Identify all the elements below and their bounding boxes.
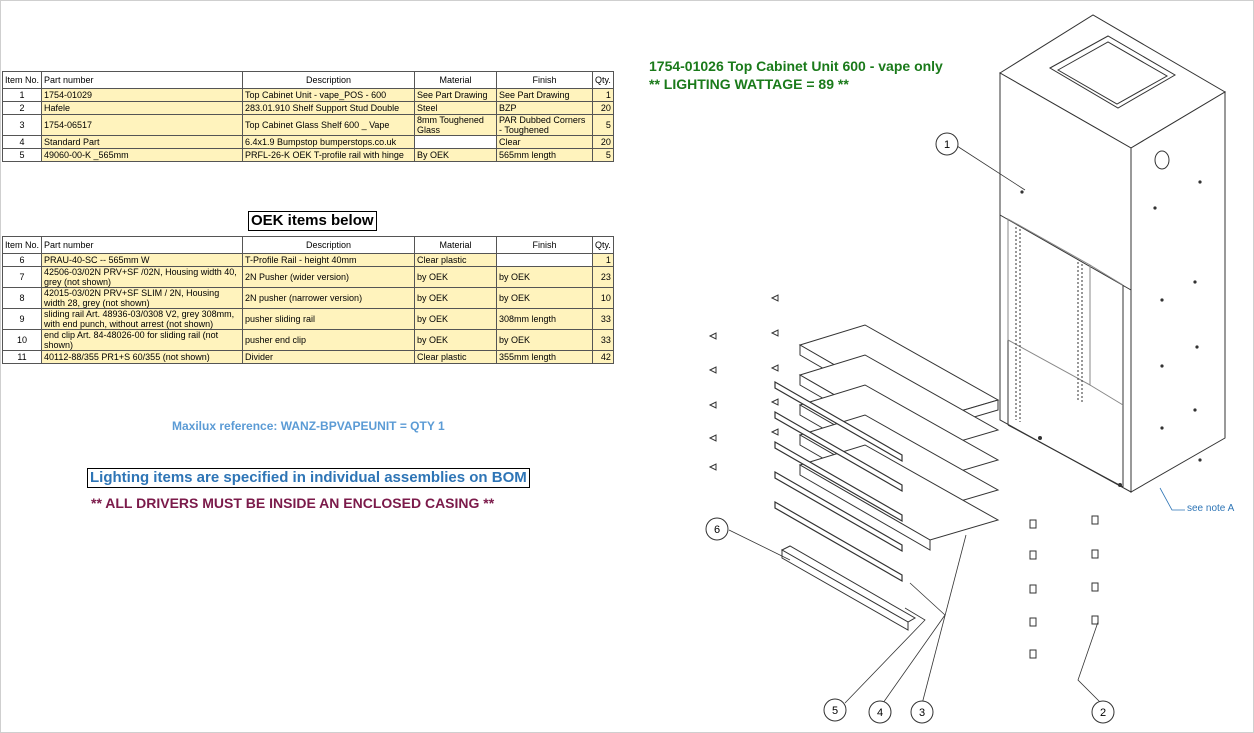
header-part-number: Part number	[42, 237, 243, 254]
cell-part-number: 42506-03/02N PRV+SF /02N, Housing width 40, grey (not shown)	[42, 267, 243, 288]
cell-description: 6.4x1.9 Bumpstop bumperstops.co.uk	[243, 136, 415, 149]
balloon-6: 6	[713, 524, 721, 536]
header-item-no: Item No.	[3, 237, 42, 254]
header-qty: Qty.	[593, 72, 614, 89]
cell-description: pusher end clip	[243, 330, 415, 351]
header-finish: Finish	[497, 237, 593, 254]
cell-item-no: 7	[3, 267, 42, 288]
cell-part-number: 42015-03/02N PRV+SF SLIM / 2N, Housing width 28, grey (not shown)	[42, 288, 243, 309]
header-part-number: Part number	[42, 72, 243, 89]
cell-material: by OEK	[415, 309, 497, 330]
balloon-1: 1	[943, 139, 951, 151]
cell-finish: BZP	[497, 102, 593, 115]
lighting-wattage-note: ** LIGHTING WATTAGE = 89 **	[649, 76, 849, 92]
cell-qty: 1	[593, 89, 614, 102]
header-item-no: Item No.	[3, 72, 42, 89]
header-qty: Qty.	[593, 237, 614, 254]
cell-description: Divider	[243, 351, 415, 364]
cell-item-no: 9	[3, 309, 42, 330]
cell-finish: PAR Dubbed Corners - Toughened	[497, 115, 593, 136]
cell-description: 283.01.910 Shelf Support Stud Double	[243, 102, 415, 115]
cell-qty: 20	[593, 102, 614, 115]
cell-material: 8mm Toughened Glass	[415, 115, 497, 136]
cell-finish: See Part Drawing	[497, 89, 593, 102]
cell-part-number: 1754-01029	[42, 89, 243, 102]
balloon-5: 5	[831, 705, 839, 717]
cell-material: Clear plastic	[415, 254, 497, 267]
cell-part-number: Hafele	[42, 102, 243, 115]
cabinet-body	[1000, 15, 1225, 492]
t-profile-rail-40mm	[782, 546, 915, 630]
maxilux-reference: Maxilux reference: WANZ-BPVAPEUNIT = QTY 1	[172, 419, 445, 433]
cell-item-no: 8	[3, 288, 42, 309]
cell-qty: 20	[593, 136, 614, 149]
cell-part-number: PRAU-40-SC -- 565mm W	[42, 254, 243, 267]
cell-description: PRFL-26-K OEK T-profile rail with hinge	[243, 149, 415, 162]
cell-description: Top Cabinet Unit - vape_POS - 600	[243, 89, 415, 102]
cell-finish: 308mm length	[497, 309, 593, 330]
cell-material: By OEK	[415, 149, 497, 162]
cell-item-no: 5	[3, 149, 42, 162]
bumpstops	[710, 295, 778, 470]
cell-material: Steel	[415, 102, 497, 115]
cell-part-number: sliding rail Art. 48936-03/0308 V2, grey 308mm, with end punch, without arrest (not shown)	[42, 309, 243, 330]
cell-qty: 5	[593, 149, 614, 162]
cell-material: by OEK	[415, 288, 497, 309]
cell-qty: 23	[593, 267, 614, 288]
cell-item-no: 1	[3, 89, 42, 102]
drawing-title: 1754-01026 Top Cabinet Unit 600 - vape only	[649, 58, 943, 74]
cell-material: Clear plastic	[415, 351, 497, 364]
balloon-2: 2	[1099, 707, 1107, 719]
cell-description: 2N pusher (narrower version)	[243, 288, 415, 309]
cell-item-no: 10	[3, 330, 42, 351]
lighting-note: Lighting items are specified in individual assemblies on BOM	[87, 468, 530, 488]
cell-finish: by OEK	[497, 330, 593, 351]
drivers-note: ** ALL DRIVERS MUST BE INSIDE AN ENCLOSED CASING **	[91, 495, 495, 511]
cell-qty: 33	[593, 330, 614, 351]
header-description: Description	[243, 237, 415, 254]
cell-material: See Part Drawing	[415, 89, 497, 102]
cell-qty: 42	[593, 351, 614, 364]
cell-item-no: 11	[3, 351, 42, 364]
cell-material: by OEK	[415, 267, 497, 288]
cell-description: pusher sliding rail	[243, 309, 415, 330]
cell-finish: by OEK	[497, 267, 593, 288]
cell-qty: 33	[593, 309, 614, 330]
cell-finish: 565mm length	[497, 149, 593, 162]
cell-qty: 5	[593, 115, 614, 136]
cell-part-number: 1754-06517	[42, 115, 243, 136]
cell-item-no: 4	[3, 136, 42, 149]
cell-description: T-Profile Rail - height 40mm	[243, 254, 415, 267]
cell-material: by OEK	[415, 330, 497, 351]
cell-part-number: Standard Part	[42, 136, 243, 149]
cell-finish: Clear	[497, 136, 593, 149]
balloon-3: 3	[918, 707, 926, 719]
cell-item-no: 3	[3, 115, 42, 136]
cell-part-number: 49060-00-K _565mm	[42, 149, 243, 162]
cell-qty: 1	[593, 254, 614, 267]
cell-finish: 355mm length	[497, 351, 593, 364]
cell-part-number: 40112-88/355 PR1+S 60/355 (not shown)	[42, 351, 243, 364]
balloon-4: 4	[876, 707, 884, 719]
cell-description: Top Cabinet Glass Shelf 600 _ Vape	[243, 115, 415, 136]
cell-part-number: end clip Art. 84-48026-00 for sliding rail (not shown)	[42, 330, 243, 351]
header-finish: Finish	[497, 72, 593, 89]
header-description: Description	[243, 72, 415, 89]
shelf-support-studs	[1030, 516, 1098, 658]
header-material: Material	[415, 72, 497, 89]
oek-section-title: OEK items below	[248, 211, 377, 231]
cell-description: 2N Pusher (wider version)	[243, 267, 415, 288]
see-note-a-label: see note A	[1187, 503, 1235, 514]
header-material: Material	[415, 237, 497, 254]
cell-item-no: 2	[3, 102, 42, 115]
cell-finish: by OEK	[497, 288, 593, 309]
cell-item-no: 6	[3, 254, 42, 267]
cell-qty: 10	[593, 288, 614, 309]
